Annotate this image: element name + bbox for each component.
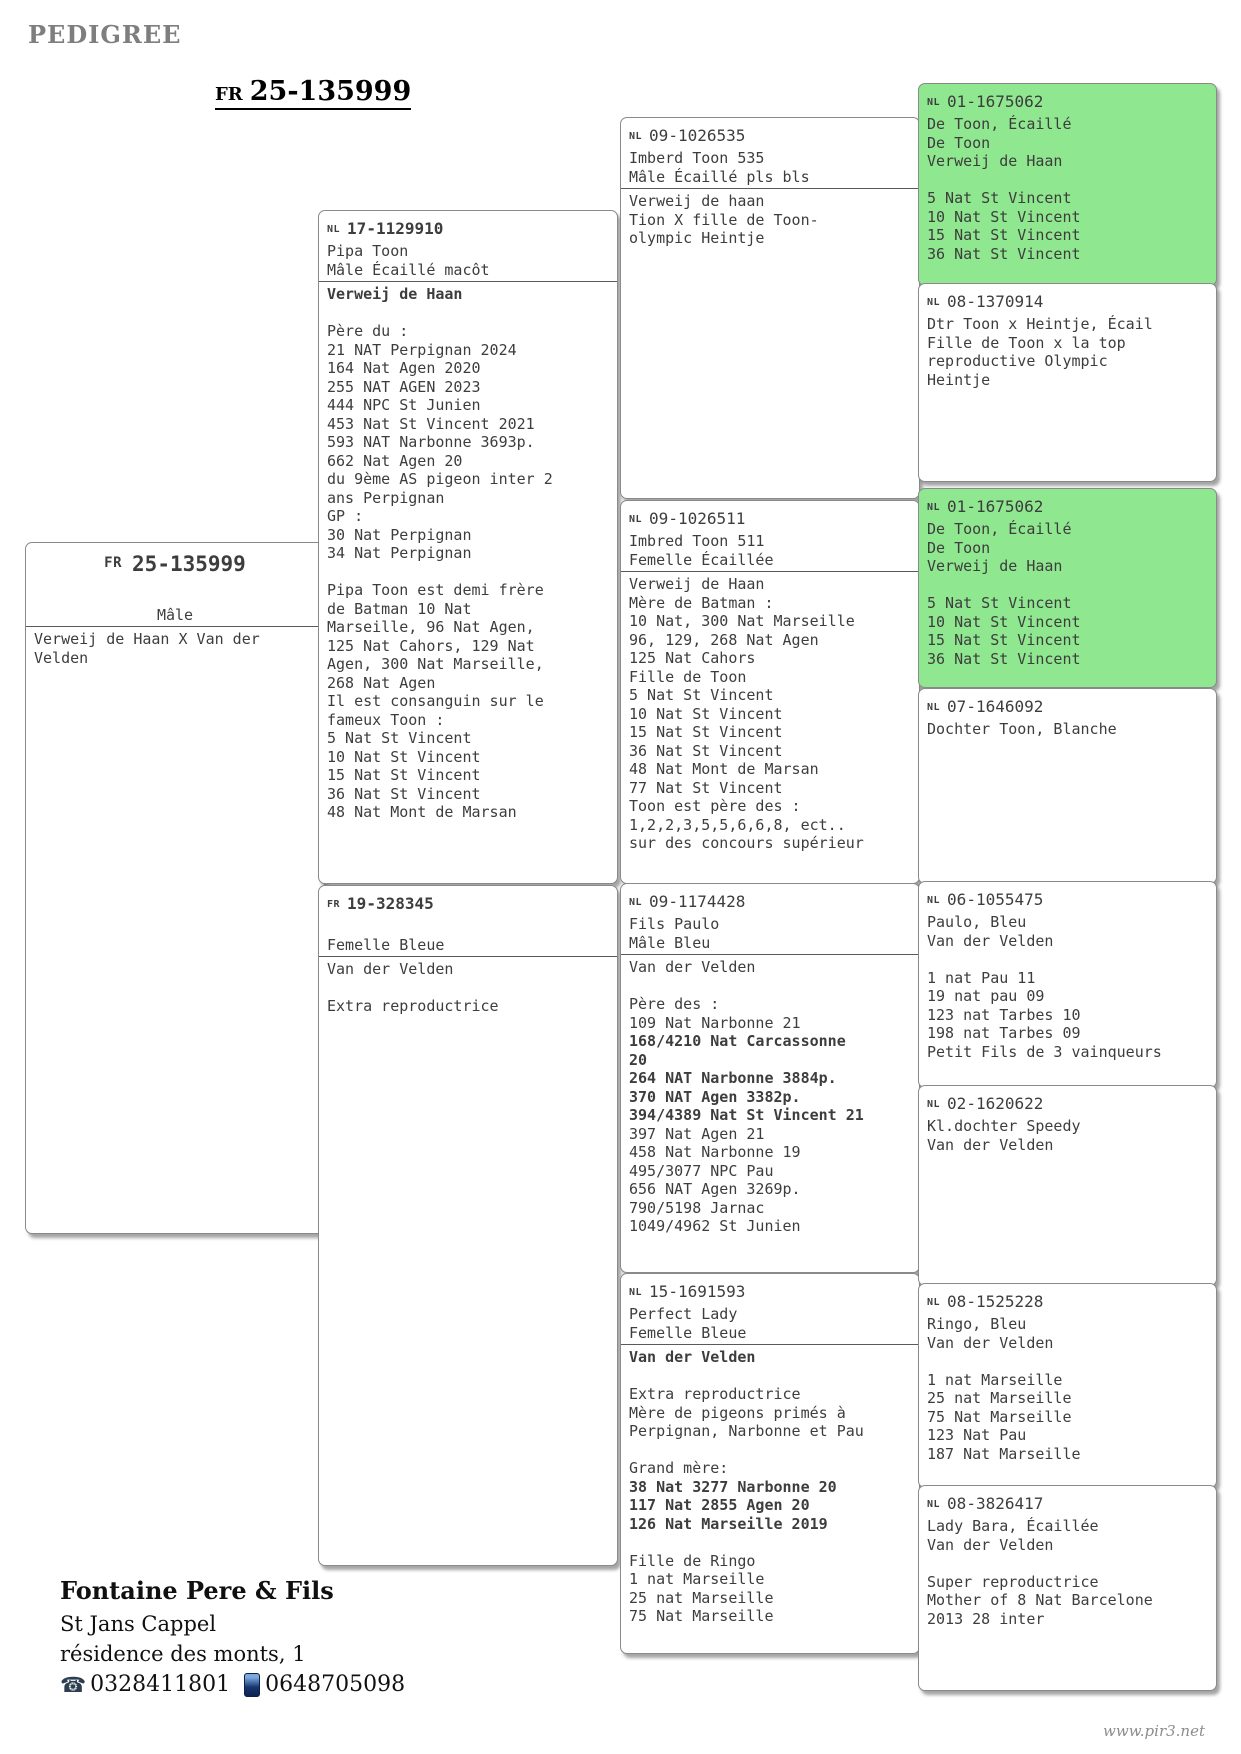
- breeder-city: St Jans Cappel: [60, 1612, 217, 1636]
- pedigree-line: Fille de Toon x la top: [927, 333, 1126, 352]
- pedigree-line: Mère de pigeons primés à: [629, 1403, 846, 1422]
- pedigree-line: Imbred Toon 511: [629, 532, 765, 550]
- pedigree-line: Toon est père des :: [629, 797, 801, 815]
- pedigree-box-grandparent-1: [620, 117, 920, 499]
- pedigree-box-greatgrandparent-7: [918, 1283, 1217, 1488]
- ring-row: [629, 125, 911, 148]
- pedigree-line: 1049/4962 St Junien: [629, 1217, 801, 1235]
- pedigree-line: Perpignan, Narbonne et Pau: [629, 1422, 864, 1440]
- pedigree-line: 125 Nat Cahors: [629, 649, 756, 667]
- pedigree-line: 1 nat Pau 11: [927, 968, 1036, 987]
- pedigree-line: de Batman 10 Nat: [327, 599, 472, 618]
- pedigree-line: [629, 1367, 911, 1386]
- pedigree-line: 264 NAT Narbonne 3884p.: [629, 1069, 837, 1087]
- pedigree-line: Femelle Écaillée: [629, 550, 774, 569]
- ring-number: 25-135999: [249, 76, 412, 107]
- pedigree-line: 394/4389 Nat St Vincent 21: [629, 1106, 864, 1124]
- pedigree-line: 30 Nat Perpignan: [327, 525, 472, 544]
- ring-number: 09-1026535: [649, 126, 746, 145]
- pedigree-line: Mâle Écaillé macôt: [327, 260, 490, 279]
- pedigree-line: 5 Nat St Vincent: [629, 686, 774, 704]
- pedigree-line: 5 Nat St Vincent: [927, 594, 1072, 612]
- pedigree-line: [34, 587, 316, 606]
- pedigree-line: De Toon, Écaillé: [927, 520, 1072, 538]
- country-code: NL: [927, 1297, 941, 1308]
- ring-number: 19-328345: [347, 894, 434, 913]
- pedigree-line: Marseille, 96 Nat Agen,: [327, 618, 535, 636]
- pedigree-line: 36 Nat St Vincent: [927, 649, 1081, 668]
- pedigree-line: [927, 950, 1208, 969]
- pedigree-line: Verweij de Haan: [927, 152, 1063, 170]
- ring-row: [327, 218, 609, 241]
- pedigree-box-greatgrandparent-2: [918, 283, 1217, 482]
- pedigree-line: 77 Nat St Vincent: [629, 778, 783, 797]
- pedigree-line: du 9ème AS pigeon inter 2: [327, 470, 553, 488]
- pedigree-line: 19 nat pau 09: [927, 987, 1045, 1005]
- pedigree-line: 15 Nat St Vincent: [927, 631, 1081, 649]
- pedigree-line: 15 Nat St Vincent: [927, 226, 1081, 244]
- pedigree-line: De Toon, Écaillé: [927, 115, 1072, 133]
- pedigree-line: 790/5198 Jarnac: [629, 1198, 765, 1217]
- ring-number: 08-1525228: [947, 1292, 1044, 1311]
- pedigree-line: 38 Nat 3277 Narbonne 20: [629, 1477, 837, 1496]
- pedigree-line: Dochter Toon, Blanche: [927, 720, 1117, 738]
- pedigree-box-grandparent-2: [620, 500, 920, 884]
- ring-number: 01-1675062: [947, 497, 1044, 516]
- divider-rule: [621, 954, 919, 955]
- country-code: NL: [927, 97, 941, 108]
- country-code: NL: [927, 895, 941, 906]
- pedigree-line: 10 Nat St Vincent: [629, 704, 783, 723]
- ring-row: [927, 91, 1208, 114]
- website-url: www.pir3.net: [1103, 1722, 1205, 1740]
- breeder-contact-block: [60, 1576, 405, 1697]
- pedigree-line: [927, 576, 1208, 595]
- country-code: NL: [629, 131, 643, 142]
- pedigree-line: 397 Nat Agen 21: [629, 1124, 765, 1143]
- pedigree-line: 495/3077 NPC Pau: [629, 1161, 774, 1180]
- pedigree-line: 25 nat Marseille: [629, 1588, 774, 1607]
- pedigree-line: 36 Nat St Vincent: [327, 784, 481, 803]
- pedigree-line: 255 NAT AGEN 2023: [327, 377, 481, 396]
- pedigree-line: sur des concours supérieur: [629, 834, 864, 852]
- pedigree-line: Mother of 8 Nat Barcelone: [927, 1591, 1153, 1609]
- pedigree-line: 593 NAT Narbonne 3693p.: [327, 433, 535, 451]
- pedigree-line: Kl.dochter Speedy: [927, 1117, 1081, 1135]
- divider-rule: [319, 956, 617, 957]
- ring-number: 09-1026511: [649, 509, 746, 528]
- pedigree-line: Super reproductrice: [927, 1572, 1099, 1591]
- pedigree-line: 10 Nat St Vincent: [927, 207, 1081, 226]
- ring-number: 15-1691593: [649, 1282, 746, 1301]
- ring-number: 08-3826417: [947, 1494, 1044, 1513]
- ring-row: [629, 1281, 911, 1304]
- ring-row: [927, 496, 1208, 519]
- pedigree-line: 2013 28 inter: [927, 1609, 1045, 1628]
- ring-row: [927, 889, 1208, 912]
- pedigree-line: Fille de Toon: [629, 667, 747, 686]
- pedigree-line: Dtr Toon x Heintje, Écail: [927, 315, 1153, 333]
- pedigree-line: Van der Velden: [629, 958, 756, 976]
- pedigree-line: [927, 171, 1208, 190]
- ring-row: [927, 1291, 1208, 1314]
- pedigree-line: Père du :: [327, 322, 409, 340]
- pedigree-line: De Toon: [927, 133, 991, 152]
- pedigree-box-greatgrandparent-1: [918, 83, 1217, 286]
- pedigree-line: Van der Velden: [327, 960, 454, 978]
- phone-row: [60, 1672, 405, 1697]
- mobile-number: 0648705098: [265, 1672, 406, 1697]
- phone-number: 0328411801: [90, 1672, 231, 1697]
- pedigree-line: 370 NAT Agen 3382p.: [629, 1087, 801, 1106]
- pedigree-line: [327, 304, 609, 323]
- pedigree-line: 20: [629, 1050, 648, 1069]
- pedigree-line: 36 Nat St Vincent: [629, 741, 783, 760]
- pedigree-box-mother: [318, 885, 618, 1566]
- pedigree-line: De Toon: [927, 538, 991, 557]
- pedigree-line: 15 Nat St Vincent: [629, 723, 783, 741]
- pedigree-line: Pipa Toon est demi frère: [327, 581, 544, 599]
- country-code: NL: [927, 702, 941, 713]
- pedigree-line: Heintje: [927, 370, 991, 389]
- pedigree-line: 187 Nat Marseille: [927, 1444, 1081, 1463]
- mobile-phone-icon: [244, 1673, 260, 1697]
- divider-rule: [621, 1344, 919, 1345]
- pedigree-line: GP :: [327, 507, 364, 525]
- pedigree-line: 34 Nat Perpignan: [327, 544, 472, 562]
- pedigree-line: [327, 917, 609, 936]
- ring-number: 25-135999: [132, 552, 246, 576]
- pedigree-box-grandparent-3: [620, 883, 920, 1273]
- pedigree-line: 48 Nat Mont de Marsan: [629, 760, 819, 778]
- pedigree-line: [629, 1533, 911, 1552]
- pedigree-line: 164 Nat Agen 2020: [327, 359, 481, 377]
- pedigree-line: [927, 1352, 1208, 1371]
- pedigree-line: olympic Heintje: [629, 229, 765, 247]
- pedigree-line: Femelle Bleue: [629, 1323, 747, 1342]
- divider-rule: [621, 571, 919, 572]
- pedigree-line: 268 Nat Agen: [327, 673, 436, 692]
- pedigree-line: 198 nat Tarbes 09: [927, 1024, 1081, 1042]
- pedigree-box-greatgrandparent-3: [918, 488, 1217, 688]
- pedigree-line: 36 Nat St Vincent: [927, 244, 1081, 263]
- ring-number: 09-1174428: [649, 892, 746, 911]
- pedigree-line: Verweij de Haan: [927, 557, 1063, 575]
- pedigree-box-greatgrandparent-5: [918, 881, 1217, 1088]
- pedigree-box-father: [318, 210, 618, 884]
- pedigree-line: Van der Velden: [629, 1348, 756, 1366]
- country-code: NL: [927, 1099, 941, 1110]
- pedigree-line: 25 nat Marseille: [927, 1389, 1072, 1407]
- pedigree-line: Pipa Toon: [327, 242, 409, 260]
- pedigree-line: Grand mère:: [629, 1459, 729, 1477]
- pedigree-line: Il est consanguin sur le: [327, 692, 544, 710]
- pedigree-box-grandparent-4: [620, 1273, 920, 1654]
- ring-row: [927, 291, 1208, 314]
- pedigree-line: 109 Nat Narbonne 21: [629, 1013, 801, 1032]
- country-code: NL: [327, 224, 341, 235]
- pedigree-line: 453 Nat St Vincent 2021: [327, 414, 535, 433]
- pedigree-line: Paulo, Bleu: [927, 913, 1027, 931]
- ring-row: [629, 508, 911, 531]
- pedigree-line: Lady Bara, Écaillée: [927, 1517, 1099, 1535]
- pedigree-line: 458 Nat Narbonne 19: [629, 1143, 801, 1161]
- pedigree-line: Mâle Écaillé pls bls: [629, 167, 810, 186]
- pedigree-line: 1 nat Marseille: [629, 1570, 765, 1588]
- pedigree-line: 21 NAT Perpignan 2024: [327, 340, 517, 359]
- pedigree-line: Perfect Lady: [629, 1305, 738, 1323]
- pedigree-line: 656 NAT Agen 3269p.: [629, 1180, 801, 1198]
- pedigree-line: 5 Nat St Vincent: [327, 729, 472, 747]
- pedigree-line: 75 Nat Marseille: [927, 1407, 1072, 1426]
- breeder-name: Fontaine Pere & Fils: [60, 1576, 334, 1605]
- pedigree-line: 1 nat Marseille: [927, 1370, 1063, 1389]
- ring-row: [629, 891, 911, 914]
- pedigree-line: Van der Velden: [927, 1135, 1054, 1154]
- pedigree-line: ans Perpignan: [327, 488, 445, 507]
- pedigree-line: 123 nat Tarbes 10: [927, 1005, 1081, 1024]
- ring-number: 17-1129910: [347, 219, 444, 238]
- divider-rule: [319, 281, 617, 282]
- pedigree-line: Mâle Bleu: [629, 933, 711, 952]
- pedigree-line: 126 Nat Marseille 2019: [629, 1514, 828, 1533]
- page-title: PEDIGREE: [28, 20, 182, 49]
- ring-row: [327, 893, 609, 916]
- pedigree-line: Van der Velden: [927, 1535, 1054, 1554]
- pedigree-line: Mère de Batman :: [629, 593, 774, 612]
- pedigree-line: 662 Nat Agen 20: [327, 451, 463, 470]
- pedigree-line: 125 Nat Cahors, 129 Nat: [327, 636, 535, 655]
- country-code: FR: [215, 84, 243, 105]
- pedigree-box-greatgrandparent-4: [918, 688, 1217, 884]
- pedigree-line: Père des :: [629, 995, 720, 1013]
- pedigree-line: Petit Fils de 3 vainqueurs: [927, 1042, 1162, 1061]
- pedigree-line: 10 Nat, 300 Nat Marseille: [629, 612, 855, 630]
- pedigree-line: 48 Nat Mont de Marsan: [327, 803, 517, 821]
- pedigree-box-greatgrandparent-6: [918, 1085, 1217, 1286]
- subject-ring-title: [215, 76, 411, 110]
- pedigree-line: Ringo, Bleu: [927, 1315, 1027, 1333]
- ring-number: 02-1620622: [947, 1094, 1044, 1113]
- divider-rule: [26, 626, 324, 627]
- pedigree-line: Fille de Ringo: [629, 1551, 756, 1570]
- pedigree-line: 444 NPC St Junien: [327, 396, 481, 414]
- pedigree-line: Fils Paulo: [629, 915, 720, 933]
- pedigree-line: Extra reproductrice: [629, 1385, 801, 1403]
- pedigree-line: Verweij de Haan X Van der Velden: [34, 630, 269, 667]
- pedigree-line: 5 Nat St Vincent: [927, 189, 1072, 207]
- country-code: NL: [927, 502, 941, 513]
- pedigree-line: Tion X fille de Toon-: [629, 210, 819, 229]
- pedigree-line: Extra reproductrice: [327, 997, 499, 1015]
- pedigree-line: fameux Toon :: [327, 710, 445, 729]
- country-code: FR: [104, 555, 123, 571]
- pedigree-line: 123 Nat Pau: [927, 1426, 1027, 1444]
- pedigree-line: Verweij de haan: [629, 192, 765, 210]
- pedigree-line: [629, 1441, 911, 1460]
- pedigree-line: 10 Nat St Vincent: [327, 747, 481, 766]
- country-code: NL: [629, 514, 643, 525]
- country-code: NL: [629, 1287, 643, 1298]
- country-code: NL: [927, 297, 941, 308]
- ring-number: 07-1646092: [947, 697, 1044, 716]
- pedigree-line: Imberd Toon 535: [629, 149, 765, 167]
- pedigree-line: 1,2,2,3,5,5,6,6,8, ect..: [629, 815, 846, 834]
- ring-number: 08-1370914: [947, 292, 1044, 311]
- divider-rule: [621, 188, 919, 189]
- pedigree-line: 75 Nat Marseille: [629, 1607, 774, 1625]
- country-code: FR: [327, 899, 341, 910]
- pedigree-line: Verweij de Haan: [629, 575, 765, 593]
- pedigree-line: Van der Velden: [927, 1333, 1054, 1352]
- ring-number: 06-1055475: [947, 890, 1044, 909]
- ring-row: [927, 696, 1208, 719]
- pedigree-line: 96, 129, 268 Nat Agen: [629, 630, 819, 649]
- breeder-street: résidence des monts, 1: [60, 1642, 306, 1666]
- pedigree-line: 10 Nat St Vincent: [927, 612, 1081, 631]
- pedigree-line: 15 Nat St Vincent: [327, 766, 481, 784]
- rotary-phone-icon: ☎: [60, 1672, 87, 1697]
- pedigree-line: Agen, 300 Nat Marseille,: [327, 655, 544, 673]
- ring-row: [927, 1093, 1208, 1116]
- pedigree-line: 168/4210 Nat Carcassonne: [629, 1032, 846, 1050]
- pedigree-line: [629, 977, 911, 996]
- pedigree-line: Verweij de Haan: [327, 285, 463, 303]
- ring-number: 01-1675062: [947, 92, 1044, 111]
- pedigree-line: 117 Nat 2855 Agen 20: [629, 1496, 810, 1514]
- pedigree-box-subject: [25, 542, 325, 1234]
- pedigree-line: [327, 979, 609, 998]
- pedigree-line: Van der Velden: [927, 931, 1054, 950]
- pedigree-line: Mâle: [156, 605, 194, 624]
- ring-row: [927, 1493, 1208, 1516]
- country-code: NL: [927, 1499, 941, 1510]
- pedigree-line: [927, 1554, 1208, 1573]
- pedigree-line: reproductive Olympic: [927, 352, 1108, 370]
- pedigree-line: Femelle Bleue: [327, 935, 445, 954]
- country-code: NL: [629, 897, 643, 908]
- pedigree-line: [327, 563, 609, 582]
- ring-row: [34, 552, 316, 577]
- pedigree-box-greatgrandparent-8: [918, 1485, 1217, 1691]
